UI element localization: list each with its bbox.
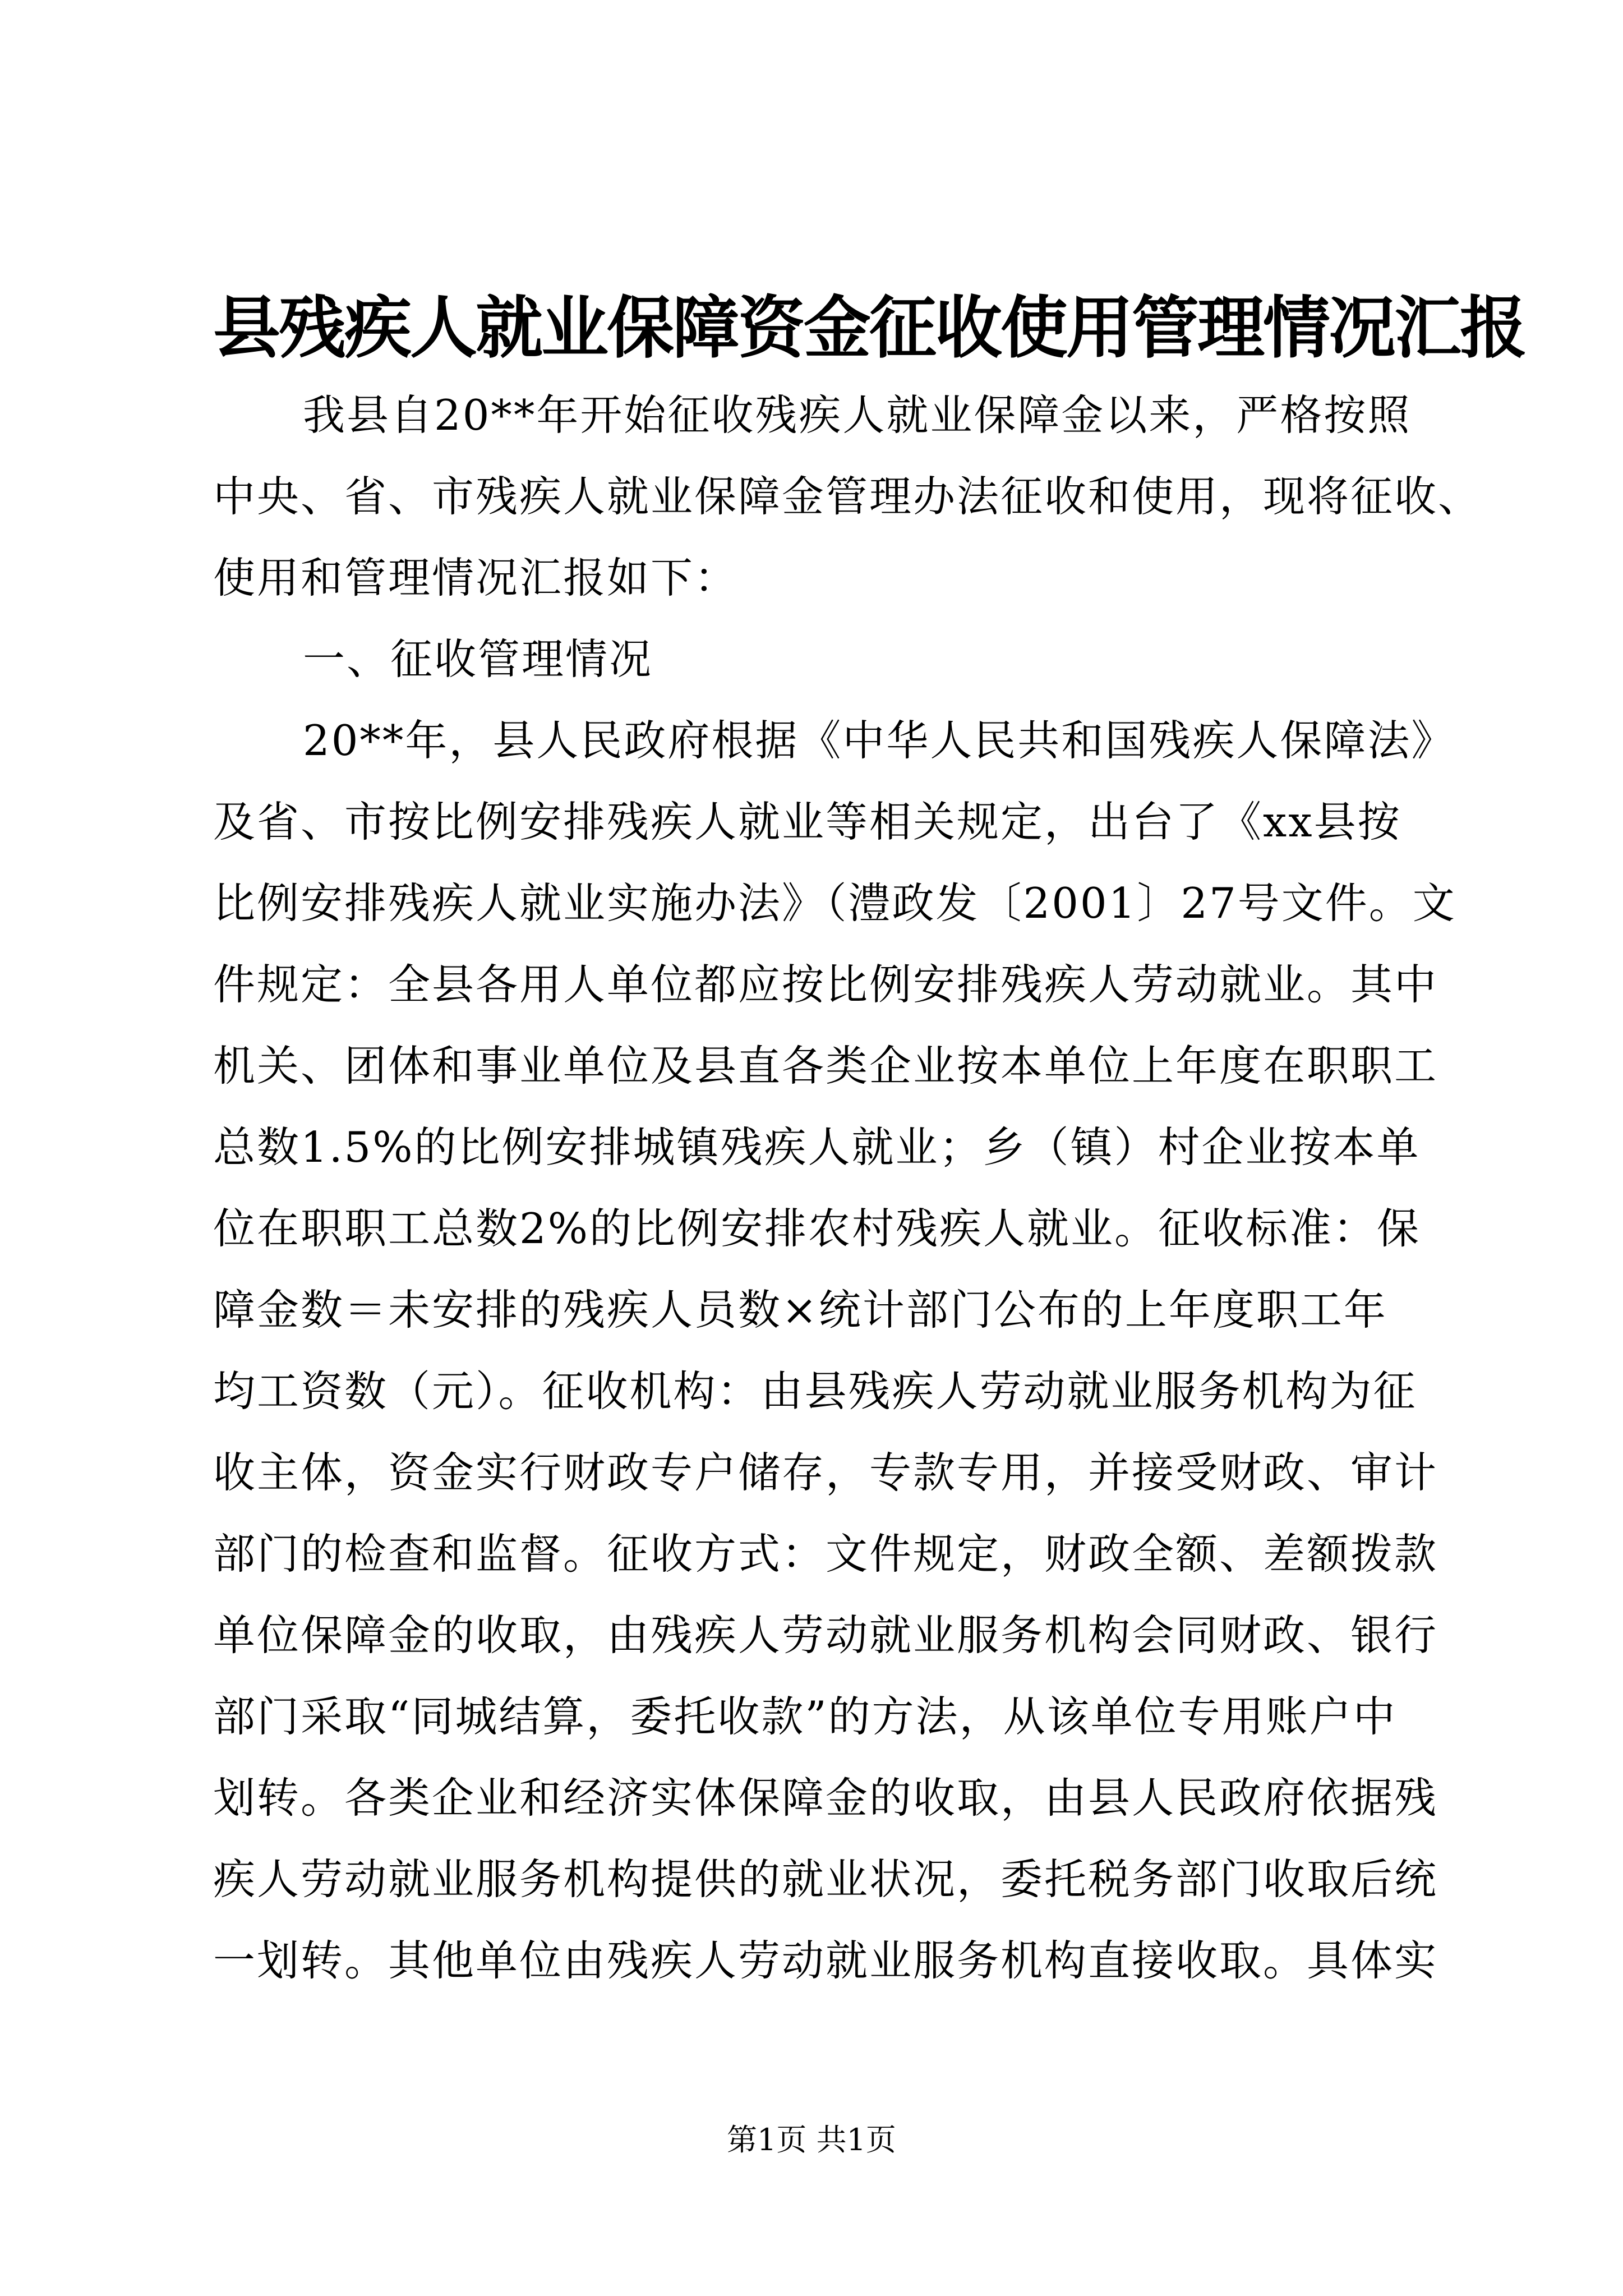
section-heading: 一、征收管理情况 xyxy=(303,634,653,684)
body-line-16: 单位保障金的收取，由残疾人劳动就业服务机构会同财政、银行 xyxy=(213,1611,1438,1660)
body-line-7: 比例安排残疾人就业实施办法》（澧政发〔2001〕27号文件。文 xyxy=(213,878,1456,928)
body-line-20: 一划转。其他单位由残疾人劳动就业服务机构直接收取。具体实 xyxy=(213,1936,1438,1985)
page-footer: 第1页 共1页 xyxy=(727,2122,896,2157)
body-line-19: 疾人劳动就业服务机构提供的就业状况，委托税务部门收取后统 xyxy=(213,1855,1438,1904)
body-line-1: 我县自20**年开始征收残疾人就业保障金以来，严格按照 xyxy=(303,390,1412,440)
body-line-2: 中央、省、市残疾人就业保障金管理办法征收和使用，现将征收、 xyxy=(213,472,1482,521)
body-line-9: 机关、团体和事业单位及县直各类企业按本单位上年度在职职工 xyxy=(213,1041,1438,1091)
body-line-17: 部门采取“同城结算，委托收款”的方法，从该单位专用账户中 xyxy=(213,1692,1397,1741)
body-line-13: 均工资数（元）。征收机构：由县残疾人劳动就业服务机构为征 xyxy=(213,1366,1417,1416)
body-line-6: 及省、市按比例安排残疾人就业等相关规定，出台了《xx县按 xyxy=(213,797,1401,846)
body-line-8: 件规定：全县各用人单位都应按比例安排残疾人劳动就业。其中 xyxy=(213,960,1438,1009)
body-line-12: 障金数＝未安排的残疾人员数×统计部门公布的上年度职工年 xyxy=(213,1285,1387,1335)
body-line-14: 收主体，资金实行财政专户储存，专款专用，并接受财政、审计 xyxy=(213,1448,1438,1497)
body-line-10: 总数1.5%的比例安排城镇残疾人就业；乡（镇）村企业按本单 xyxy=(213,1122,1421,1172)
document-title: 县残疾人就业保障资金征收使用管理情况汇报 xyxy=(213,288,1525,367)
body-line-18: 划转。各类企业和经济实体保障金的收取，由县人民政府依据残 xyxy=(213,1773,1438,1823)
body-line-11: 位在职职工总数2%的比例安排农村残疾人就业。征收标准：保 xyxy=(213,1204,1421,1253)
body-line-5: 20**年，县人民政府根据《中华人民共和国残疾人保障法》 xyxy=(303,716,1455,765)
body-line-15: 部门的检查和监督。征收方式：文件规定，财政全额、差额拨款 xyxy=(213,1529,1438,1579)
body-line-3: 使用和管理情况汇报如下： xyxy=(213,553,739,602)
